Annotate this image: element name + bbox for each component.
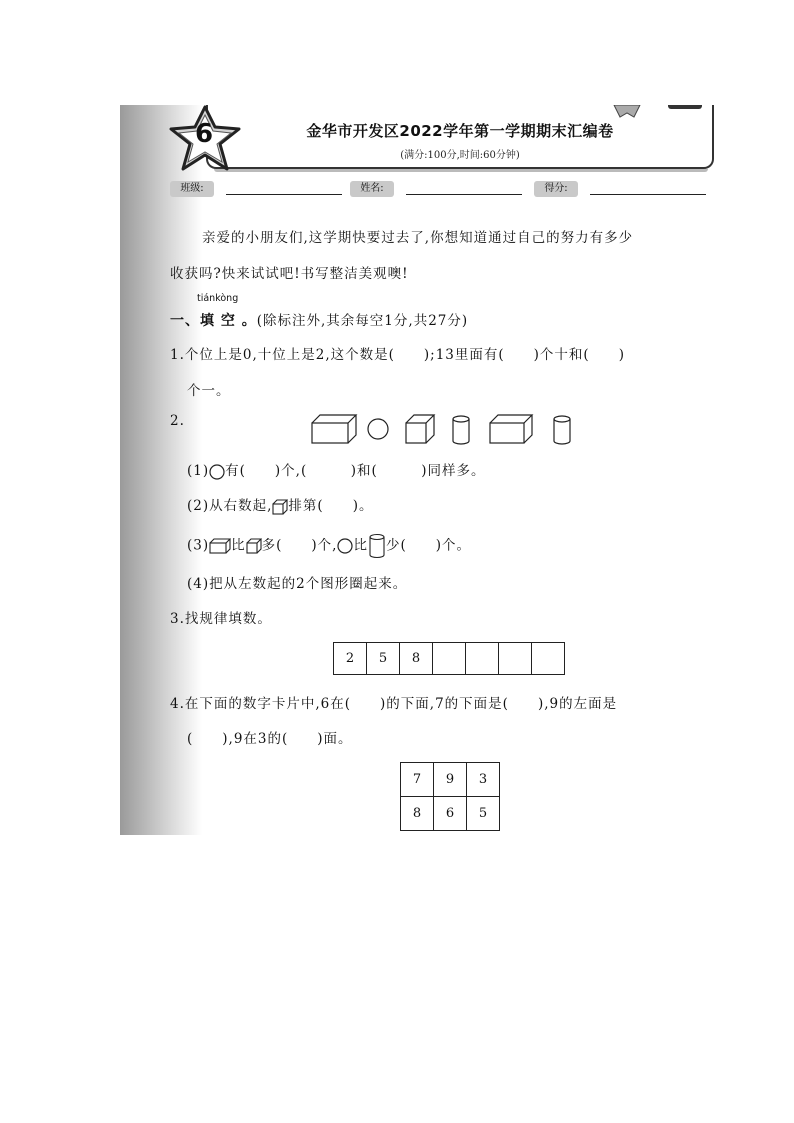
number-card: 8 [401, 797, 434, 831]
cuboid-icon [490, 415, 532, 443]
sphere-icon [368, 419, 388, 439]
unit-number: 6 [194, 119, 214, 149]
question-2-part-1 [187, 459, 486, 480]
cylinder-icon [453, 416, 469, 444]
section-title: 一、填 空 。 [170, 313, 257, 329]
sequence-cell: 5 [367, 643, 400, 675]
class-field[interactable] [226, 194, 342, 195]
question-1-line-2: 个一。 [187, 383, 231, 399]
part-text: 有( )个,( )和( )同样多。 [225, 463, 486, 479]
question-2-part-2 [187, 494, 373, 515]
part-text: 少( )个。 [385, 537, 471, 554]
question-2-part-3 [187, 533, 471, 559]
intro-line-2: 收获吗?快来试试吧!书写整洁美观噢! [170, 266, 409, 282]
question-2-number: 2. [170, 413, 185, 429]
corner-bar [668, 105, 702, 109]
exam-page [120, 105, 720, 835]
section-pinyin: tiánkòng [197, 293, 239, 304]
question-2-part-4: (4)把从左数起的2个图形圈起来。 [187, 576, 408, 592]
score-field[interactable] [590, 194, 706, 195]
sequence-blank-cell[interactable] [532, 643, 565, 675]
cylinder-icon [554, 416, 570, 444]
cylinder-icon [368, 533, 386, 559]
number-card: 3 [467, 763, 500, 797]
sphere-icon [209, 464, 225, 480]
section-1-heading [170, 309, 468, 330]
sequence-blank-cell[interactable] [466, 643, 499, 675]
score-label: 得分: [534, 181, 578, 197]
number-card: 9 [434, 763, 467, 797]
cuboid-icon [312, 415, 356, 443]
class-label: 班级: [170, 181, 214, 197]
question-3-text: 3.找规律填数。 [170, 611, 272, 627]
student-info-row [170, 181, 710, 199]
cube-icon [246, 538, 262, 554]
sequence-blank-cell[interactable] [499, 643, 532, 675]
sequence-blank-cell[interactable] [433, 643, 466, 675]
corner-star-icon [610, 105, 644, 119]
number-card: 6 [434, 797, 467, 831]
question-1-line-1: 1.个位上是0,十位上是2,这个数是( );13里面有( )个十和( ) [170, 347, 625, 363]
sequence-cell: 2 [334, 643, 367, 675]
intro-line-1: 亲爱的小朋友们,这学期快要过去了,你想知道通过自己的努力有多少 [202, 230, 634, 246]
sequence-cell: 8 [400, 643, 433, 675]
part-text: 比 [353, 537, 368, 554]
exam-title: 金华市开发区2022学年第一学期期末汇编卷 [306, 122, 614, 140]
cuboid-icon [209, 538, 231, 554]
question-4-line-2: ( ),9在3的( )面。 [187, 731, 353, 747]
part-label: (1) [187, 463, 210, 479]
part-label: (3) [187, 537, 210, 554]
part-text: 比 [231, 537, 246, 554]
question-4-line-1: 4.在下面的数字卡片中,6在( )的下面,7的下面是( ),9的左面是 [170, 696, 618, 712]
section-note: (除标注外,其余每空1分,共27分) [256, 313, 469, 329]
cube-icon [272, 499, 288, 515]
name-label: 姓名: [350, 181, 394, 197]
sphere-icon [337, 538, 353, 554]
sequence-table [333, 642, 565, 675]
part-text: 排第( )。 [288, 498, 374, 514]
number-card: 7 [401, 763, 434, 797]
part-text: 多( )个, [261, 537, 338, 554]
number-card: 5 [467, 797, 500, 831]
name-field[interactable] [406, 194, 522, 195]
cube-icon [406, 415, 434, 443]
number-card-grid [400, 762, 500, 831]
exam-subtitle: (满分:100分,时间:60分钟) [400, 150, 520, 161]
shape-row [308, 411, 582, 447]
part-text: (2)从右数起, [187, 498, 273, 514]
